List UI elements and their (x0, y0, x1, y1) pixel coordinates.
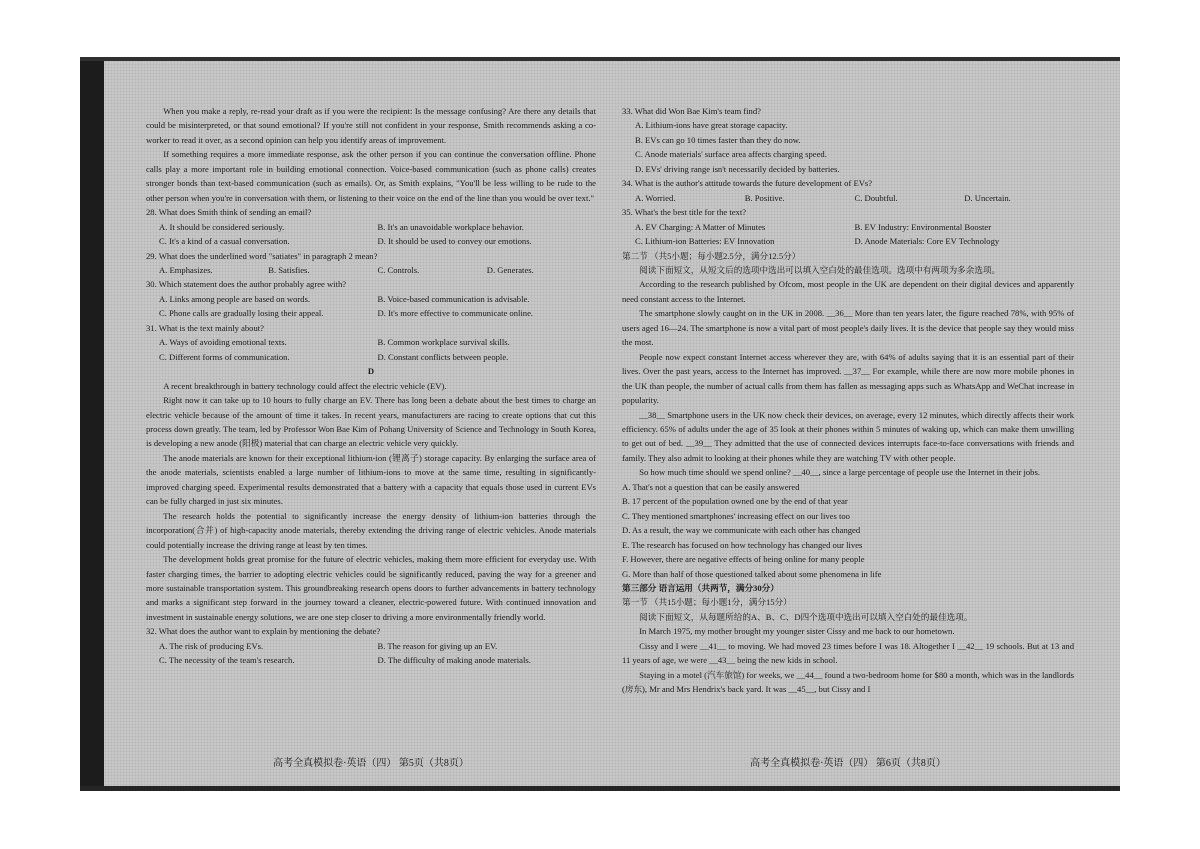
question-28-options-row1 (146, 220, 596, 234)
option-32c: C. The necessity of the team's research. (159, 655, 295, 666)
option-33a-row (622, 118, 1074, 132)
option-30a: A. Links among people are based on words. (159, 293, 311, 304)
section-1-heading: 第一节 （共15小题；每小题1分，满分15分） (622, 597, 792, 608)
question-32-stem: 32. What does the author want to explain by mentioning the debate? (146, 626, 381, 637)
option-33c-row (622, 147, 1074, 161)
question-35-options-row1 (622, 220, 1074, 234)
question-30-stem: 30. Which statement does the author probably agree with? (146, 279, 347, 290)
option-33d-row (622, 162, 1074, 176)
option-32b: B. The reason for giving up an EV. (377, 640, 498, 651)
scanned-exam-sheet (80, 57, 1120, 791)
question-30-options-row1 (146, 292, 596, 306)
option-28b: B. It's an unavoidable workplace behavior. (377, 221, 524, 232)
option-33b-row (622, 133, 1074, 147)
choice-c: C. They mentioned smartphones' increasing effect on our lives too (622, 510, 850, 521)
passage-d-p1: A recent breakthrough in battery technology could affect the electric vehicle (EV). (163, 380, 447, 391)
question-28-stem: 28. What does Smith think of sending an email? (146, 207, 312, 218)
page-6-footer: 高考全真模拟卷·英语（四） 第6页（共8页） (750, 758, 946, 769)
passage-online: So how much time should we spend online? __40__, since a large percentage of people use the Internet in their jobs. (639, 467, 1040, 478)
option-28a: A. It should be considered seriously. (159, 221, 285, 232)
question-35-options-row2 (622, 234, 1074, 248)
scan-edge-bottom (80, 786, 1120, 791)
section-2-heading: 第二节 （共5小题；每小题2.5分，满分12.5分） (622, 250, 801, 261)
passage-d-p4: The research holds the potential to significantly increase the energy density of lithium-ion batteries through the incorporation(合并) of high-capacity anode materials, thereby extending the driving range of electric vehicles. Anode materials could potentially increase the driving range at least by ten times. (146, 510, 596, 550)
choice-g: G. More than half of those questioned talked about some phenomena in life (622, 568, 882, 579)
page-5-column (146, 104, 596, 668)
passage-ofcom: According to the research published by Ofcom, most people in the UK are dependent on their digital devices and apparently need constant access to the Internet. (622, 279, 1074, 304)
paragraph-offline: If something requires a more immediate response, ask the other person if you can continue the conversation offline. Phone calls play a more important role in building emotional connection. Voice-based communication (such as phone calls) creates stronger bonds than text-based communication (such as emails). Or, as Smith explains, "You'll be less willing to be rude to the other person when you're in conversation with them, or listening to their voice on the end of the line than you would be over text." (146, 149, 596, 203)
question-35-stem: 35. What's the best title for the text? (622, 207, 747, 218)
part-3-heading: 第三部分 语言运用（共两节，满分30分） (622, 582, 779, 593)
option-35a: A. EV Charging: A Matter of Minutes (635, 221, 766, 232)
option-33c: C. Anode materials' surface area affects charging speed. (635, 149, 827, 160)
question-32-options-row2 (146, 653, 596, 667)
passage-smartphone: The smartphone slowly caught on in the UK in 2008. __36__ More than ten years later, the figure reached 78%, with 95% of users aged 16—24. The smartphone is now a vital part of most people's daily lives. It is the device that people say they would miss the most. (622, 308, 1074, 348)
option-30b: B. Voice-based communication is advisable. (377, 293, 530, 304)
option-29b: B. Satisfies. (268, 264, 310, 275)
option-34d: D. Uncertain. (964, 192, 1011, 203)
option-31a: A. Ways of avoiding emotional texts. (159, 337, 287, 348)
passage-cissy: Cissy and I were __41__ to moving. We had moved 23 times before I was 18. Altogether I __42__ 19 schools. But at 13 and 11 years of age, we were __43__ being the new kids in school. (622, 640, 1074, 666)
option-31d: D. Constant conflicts between people. (377, 351, 509, 362)
option-31c: C. Different forms of communication. (159, 351, 290, 362)
section-d-heading: D (367, 366, 375, 377)
option-33d: D. EVs' driving range isn't necessarily decided by batteries. (635, 163, 840, 174)
option-33b: B. EVs can go 10 times faster than they do now. (635, 134, 801, 145)
question-31-stem: 31. What is the text mainly about? (146, 322, 264, 333)
option-30d: D. It's more effective to communicate online. (377, 308, 534, 319)
choice-a: A. That's not a question that can be easily answered (622, 481, 800, 492)
scan-edge-top (80, 57, 1120, 61)
option-28d: D. It should be used to convey our emotions. (377, 236, 532, 247)
page-5-footer: 高考全真模拟卷·英语（四） 第5页（共8页） (273, 758, 469, 769)
option-34b: B. Positive. (744, 192, 785, 203)
option-30c: C. Phone calls are gradually losing their appeal. (159, 308, 324, 319)
option-31b: B. Common workplace survival skills. (377, 337, 510, 348)
page-6-column (622, 104, 1074, 697)
choice-e: E. The research has focused on how technology has changed our lives (622, 539, 863, 550)
question-28-options-row2 (146, 234, 596, 248)
option-29a: A. Emphasizes. (159, 264, 213, 275)
option-34a: A. Worried. (635, 192, 676, 203)
question-34-stem: 34. What is the author's attitude towards the future development of EVs? (622, 178, 873, 189)
passage-d-p2: Right now it can take up to 10 hours to fully charge an EV. There has long been a debate about the best times to charge an electric vehicle because of the amount of time it takes. In recent years, manufacturers are racing to create options that cut this process down greatly. The team, led by Professor Won Bae Kim of Pohang University of Science and Technology in South Korea, is developing a new anode (阳极) material that can charge an electric vehicle very quickly. (146, 395, 596, 449)
choice-d: D. As a result, the way we communicate with each other has changed (622, 525, 861, 536)
question-31-options-row1 (146, 335, 596, 349)
option-29c: C. Controls. (377, 264, 420, 275)
choice-f: F. However, there are negative effects of being online for many people (622, 554, 865, 565)
option-35b: B. EV Industry: Environmental Booster (854, 221, 992, 232)
passage-d-p3: The anode materials are known for their exceptional lithium-ion (锂离子) storage capacity. By enlarging the surface area of the anode materials, scientists enabled a large number of lithium-ions to move at the same time, resulting in significantly-improved charging speed. Experimental results demonstrated that a battery with a capacity that equals those used in current EVs can be fully charged in just six minutes. (146, 452, 596, 507)
passage-users: __38__ Smartphone users in the UK now check their devices, on average, every 12 minutes, which directly affects their work efficiency. 65% of adults under the age of 35 look at their phones within 5 minutes of waking up, which can make them unwilling to get out of bed. __39__ They admitted that the use of connected devices interrupts face-to-face conversations with friends and family. They also admit to looking at their phones while they are watching TV with other people. (622, 409, 1074, 463)
scan-edge-left (80, 57, 104, 791)
choice-b: B. 17 percent of the population owned one by the end of that year (622, 496, 848, 507)
option-28c: C. It's a kind of a casual conversation. (159, 236, 290, 247)
question-29-options (146, 263, 596, 277)
question-30-options-row2 (146, 306, 596, 320)
section-2-instructions: 阅读下面短文，从短文后的选项中选出可以填入空白处的最佳选项。选项中有两项为多余选项。 (639, 264, 1001, 275)
passage-expect: People now expect constant Internet access wherever they are, with 64% of adults saying that it is an essential part of their lives. Over the past years, access to the Internet has improved. __37__ For example, while there are now more mobile phones in the UK than people, the number of actual calls from them has fallen as messaging apps such as WhatsApp and WeChat increase in popularity. (622, 351, 1074, 406)
section-1-instructions: 阅读下面短文，从每题所给的A、B、C、D四个选项中选出可以填入空白处的最佳选项。 (639, 611, 973, 622)
option-34c: C. Doubtful. (854, 192, 898, 203)
option-35c: C. Lithium-ion Batteries: EV Innovation (635, 236, 775, 247)
question-29-stem: 29. What does the underlined word "satiates" in paragraph 2 mean? (146, 250, 378, 261)
option-32d: D. The difficulty of making anode materials. (377, 655, 531, 666)
question-32-options-row1 (146, 639, 596, 653)
option-35d: D. Anode Materials: Core EV Technology (854, 236, 1000, 247)
option-33a: A. Lithium-ions have great storage capacity. (635, 120, 788, 131)
question-31-options-row2 (146, 350, 596, 364)
option-29d: D. Generates. (486, 264, 534, 275)
question-34-options (622, 191, 1074, 205)
question-33-stem: 33. What did Won Bae Kim's team find? (622, 106, 761, 116)
passage-march: In March 1975, my mother brought my younger sister Cissy and me back to our hometown. (639, 626, 955, 637)
option-32a: A. The risk of producing EVs. (159, 640, 264, 651)
passage-motel: Staying in a motel (汽车旅馆) for weeks, we __44__ found a two-bedroom home for $80 a month, which was in the landlords (房东), Mr and Mrs Hendrix's back yard. It was __45__, but Cissy and I (622, 669, 1074, 695)
passage-d-p5: The development holds great promise for the future of electric vehicles, making them more efficient for everyday use. With faster charging times, the barrier to adopting electric vehicles could be significantly reduced, paving the way for a greener and more sustainable transportation system. This groundbreaking research opens doors to further advancements in battery technology and marks a significant step forward in the journey toward a cleaner, electric-powered future. With continued innovation and investment in sustainable energy solutions, we are one step closer to driving a more environmentally friendly world. (146, 554, 596, 622)
paragraph-reply: When you make a reply, re-read your draft as if you were the recipient: Is the message confusing? Are there any details that could be misinterpreted, or that sound emotional? If you're still not confident in your response, Smith recommends asking a co-worker to read it over, as a second opinion can help you identify areas of improvement. (146, 106, 596, 145)
